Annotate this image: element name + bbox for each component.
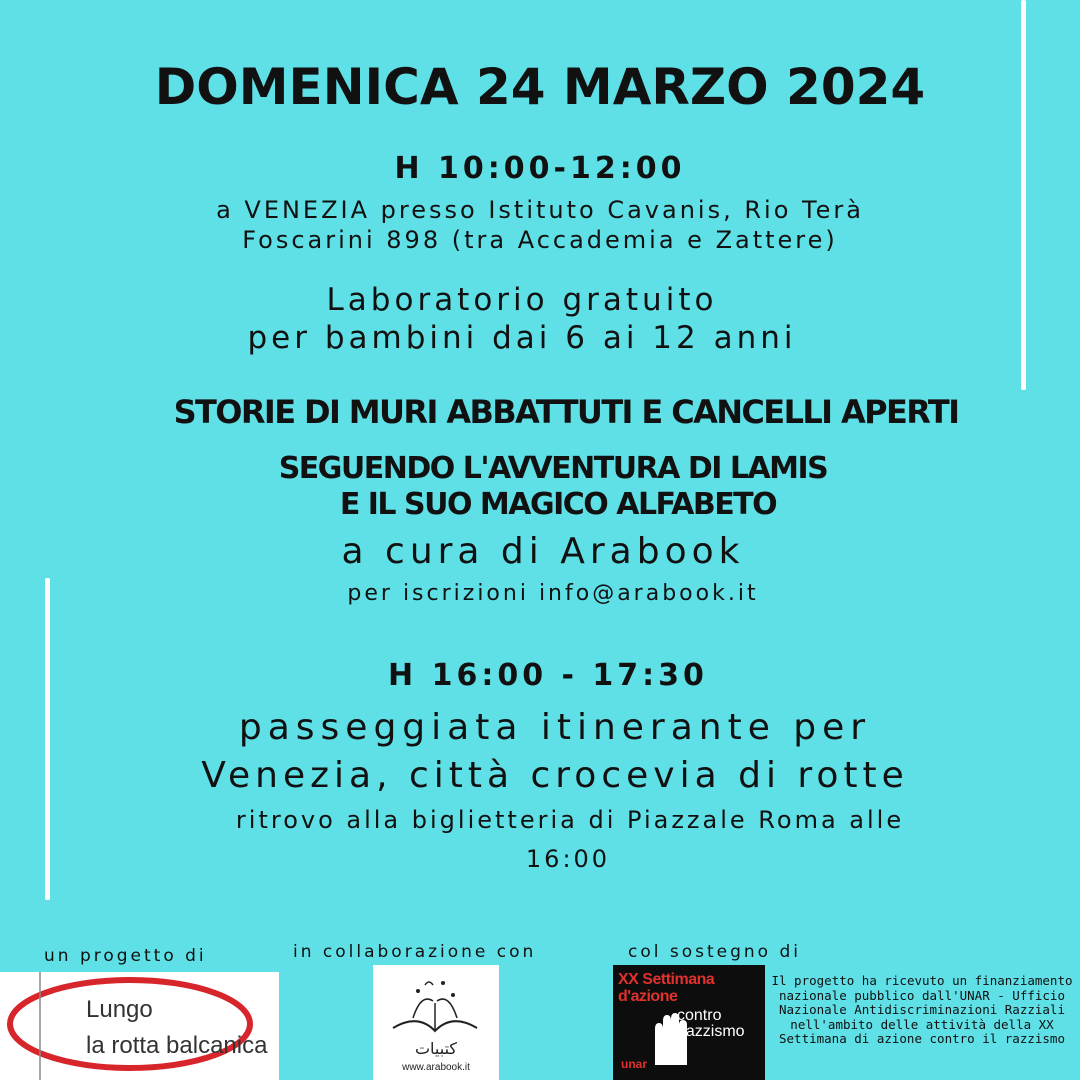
project-label: un progetto di bbox=[44, 946, 207, 966]
logo3-line2: d'azione bbox=[618, 988, 678, 1005]
curator: a cura di Arabook bbox=[341, 531, 745, 572]
afternoon-time: H 16:00 - 17:30 bbox=[388, 658, 708, 693]
lab-line1: Laboratorio gratuito bbox=[326, 282, 718, 318]
logo3-line4: il razzismo bbox=[669, 1023, 745, 1040]
support-label: col sostegno di bbox=[628, 942, 801, 962]
funding-note: Il progetto ha ricevuto un finanziamento nazionale pubblico dall'UNAR - Ufficio Nazionale Antidiscriminazioni Razziali nell'ambito delle attività della XX Settimana di azione contro il razzismo bbox=[771, 973, 1073, 1046]
logo1-line1: Lungo bbox=[86, 996, 153, 1023]
workshop-subtitle-line1: SEGUENDO L'AVVENTURA DI LAMIS bbox=[278, 451, 828, 486]
logo3-line1: XX Settimana bbox=[618, 971, 715, 988]
logo1-line2: la rotta balcanica bbox=[86, 1032, 268, 1059]
signup-info[interactable]: per iscrizioni info@arabook.it bbox=[347, 581, 759, 606]
meet-line2: 16:00 bbox=[525, 845, 611, 873]
logo2-arabic: كتبيات bbox=[414, 1039, 458, 1058]
collab-label: in collaborazione con bbox=[293, 942, 537, 962]
lab-line2: per bambini dai 6 ai 12 anni bbox=[247, 320, 797, 356]
workshop-subtitle-line2: E IL SUO MAGICO ALFABETO bbox=[339, 487, 777, 522]
walk-line1: passeggiata itinerante per bbox=[238, 707, 872, 748]
workshop-title: STORIE DI MURI ABBATTUTI E CANCELLI APERTI bbox=[173, 393, 959, 431]
logo2-url: www.arabook.it bbox=[402, 1062, 470, 1073]
walk-line2: Venezia, città crocevia di rotte bbox=[201, 755, 909, 796]
logo-arabook[interactable] bbox=[373, 965, 499, 1080]
red-ellipse-icon bbox=[0, 972, 279, 1080]
meet-line1: ritrovo alla biglietteria di Piazzale Roma alle bbox=[235, 806, 905, 834]
logo3-brand: unar bbox=[621, 1057, 648, 1071]
event-date: DOMENICA 24 MARZO 2024 bbox=[154, 58, 926, 116]
morning-time: H 10:00-12:00 bbox=[394, 151, 686, 186]
morning-place-line1: a VENEZIA presso Istituto Cavanis, Rio Terà bbox=[216, 196, 864, 224]
logo-lungo-la-rotta-balcanica[interactable] bbox=[0, 972, 279, 1080]
morning-place-line2: Foscarini 898 (tra Accademia e Zattere) bbox=[242, 226, 838, 254]
logo-settimana-contro-razzismo[interactable] bbox=[613, 965, 765, 1080]
logo3-line3: contro bbox=[677, 1007, 722, 1024]
